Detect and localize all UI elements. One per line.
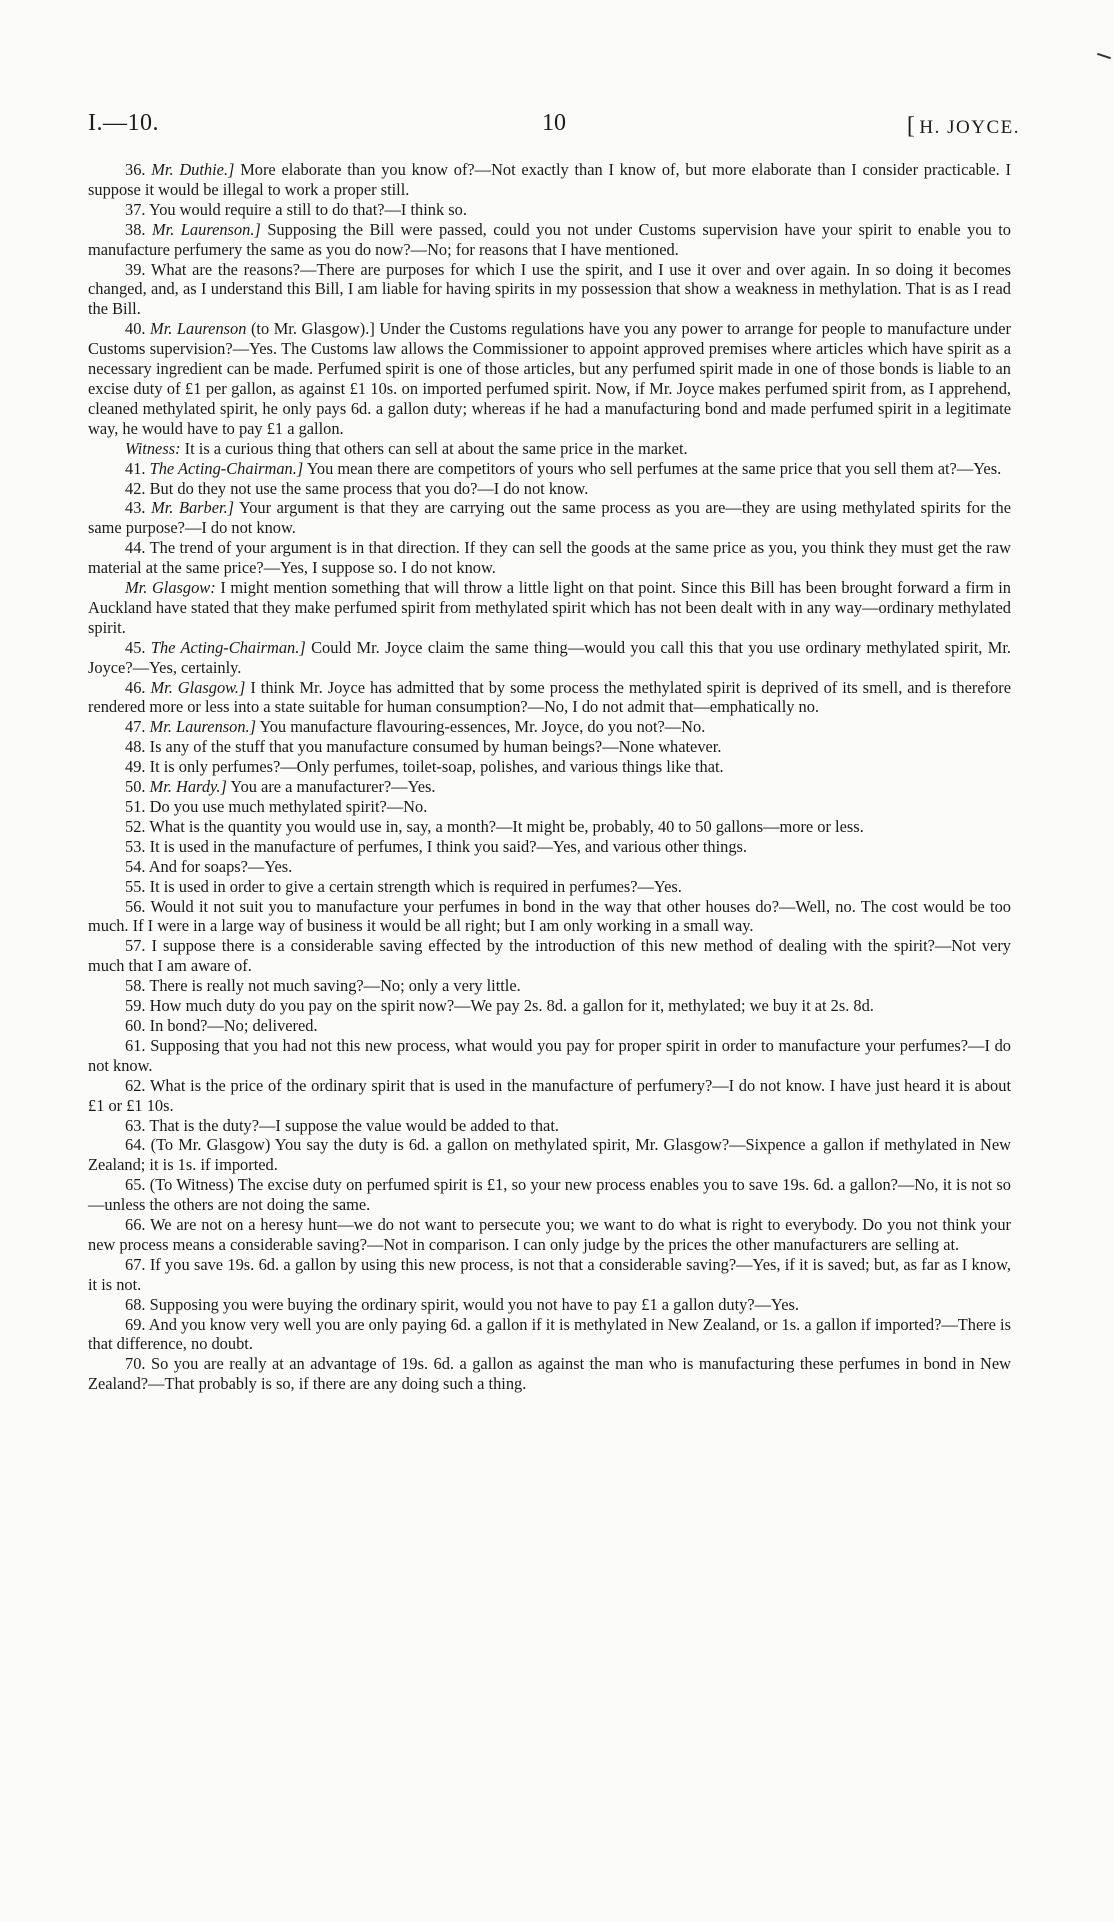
speaker-name: The Acting-Chairman.] [150,637,306,657]
question-number: 47. [125,717,146,737]
paragraph-text: (To Mr. Glasgow) You say the duty is 6d. a gallon on methylated spirit, Mr. Glasgow?—Sixpence a gallon if methylated in New Zealand; it is 1s. if imported. [88,1135,1011,1175]
testimony-paragraph [88,1016,1011,1036]
speaker-name: Witness: [125,438,181,458]
testimony-paragraph [88,319,1011,438]
paragraph-text: And you know very well you are only paying 6d. a gallon if it is methylated in New Zealand, or 1s. a gallon if imported?—There is that difference, no doubt. [88,1314,1011,1354]
speaker-name: Mr. Duthie.] [151,160,235,179]
paragraph-text: (To Witness) The excise duty on perfumed spirit is £1, so your new process enables you to save 19s. 6d. a gallon?—No, it is not so—unless the others are not doing the same. [88,1175,1011,1215]
testimony-paragraph [88,498,1011,538]
paragraph-text: It is used in the manufacture of perfumes, I think you said?—Yes, and various other things. [149,836,747,856]
testimony-paragraph [88,1215,1011,1255]
paragraph-text: What is the quantity you would use in, say, a month?—It might be, probably, 40 to 50 gallons—more or less. [149,816,864,836]
testimony-paragraph [88,877,1011,897]
testimony-paragraph [88,1036,1011,1076]
speaker-name: Mr. Hardy.] [149,777,227,797]
question-number: 38. [125,219,146,239]
testimony-paragraph [88,1315,1011,1355]
testimony-paragraph [88,1354,1011,1394]
testimony-paragraph [88,1295,1011,1315]
paragraph-text: In bond?—No; delivered. [149,1015,318,1035]
question-number: 58. [125,976,146,996]
testimony-paragraph [88,1076,1011,1116]
question-number: 36. [125,160,146,179]
testimony-paragraph [88,936,1011,976]
paragraph-text: What is the price of the ordinary spirit that is used in the manufacture of perfumery?—I do not know. I have just heard it is about £1 or £1 10s. [88,1075,1011,1115]
paragraph-text: (to Mr. Glasgow).] Under the Customs regulations have you any power to arrange for people to manufacture under Customs supervision?—Yes. The Customs law allows the Commissioner to appoint approved premises where articles which have spirit as a necessary ingredient can be made. Perfumed spirit is one of those articles, but any perfumed spirit made in one of those bonds is liable to an excise duty of £1 per gallon, as against £1 10s. on imported perfumed spirit. Now, if Mr. Joyce makes perfumed spirit from, as I apprehend, cleaned methylated spirit, he only pays 6d. a gallon duty; whereas if he had a manufacturing bond and made perfumed spirit in a legitimate way, he would have to pay £1 a gallon. [88,319,1011,438]
speaker-name: Mr. Glasgow.] [150,677,246,697]
testimony-paragraph [88,797,1011,817]
testimony-paragraph [88,260,1011,320]
question-number: 64. [125,1135,146,1155]
speaker-name: Mr. Laurenson.] [149,717,257,737]
paragraph-text: Do you use much methylated spirit?—No. [149,797,428,816]
question-number: 37. [125,199,146,219]
witness-label: [ H. JOYCE. [906,113,1020,139]
testimony-paragraph [88,1255,1011,1295]
testimony-paragraph [88,777,1011,797]
question-number: 52. [125,816,146,836]
paragraph-text: Supposing the Bill were passed, could you not under Customs supervision have your spirit to enable you to manufacture perfumery the same as you do now?—No; for reasons that I have mentioned. [88,219,1011,259]
paragraph-text: You mean there are competitors of yours who sell perfumes at the same price that you sell them at?—Yes. [306,458,1002,478]
testimony-paragraph [88,578,1011,638]
testimony-paragraph [88,837,1011,857]
paragraph-text: It is a curious thing that others can sell at about the same price in the market. [184,438,688,458]
paragraph-text: I might mention something that will throw a little light on that point. Since this Bill has been brought forward a firm in Auckland have stated that they make perfumed spirit from methylated spirit which has not been dealt with in any way—ordinary methylated spirit. [88,578,1012,637]
question-number: 49. [125,757,146,777]
testimony-paragraph [88,1175,1011,1215]
question-number: 56. [125,896,146,916]
paragraph-text: The trend of your argument is in that direction. If they can sell the goods at the same price as you, you think they must get the raw material at the same price?—Yes, I suppose so. I do not know. [88,538,1011,578]
paragraph-text: Could Mr. Joyce claim the same thing—would you call this that you use ordinary methylated spirit, Mr. Joyce?—Yes, certainly. [88,637,1011,677]
testimony-paragraph [88,857,1011,877]
question-number: 53. [125,836,146,856]
question-number: 69. [125,1314,146,1334]
paragraph-text: If you save 19s. 6d. a gallon by using this new process, is not that a considerable saving?—Yes, if it is saved; but, as far as I know, it is not. [88,1254,1011,1294]
margin-mark [1097,53,1111,59]
testimony-paragraph [88,757,1011,777]
question-number: 63. [125,1115,146,1135]
speaker-name: The Acting-Chairman.] [149,458,304,478]
question-number: 67. [125,1254,146,1274]
paragraph-text: That is the duty?—I suppose the value would be added to that. [149,1115,559,1135]
paragraph-text: You are a manufacturer?—Yes. [230,777,436,797]
speaker-name: Mr. Laurenson [150,319,247,339]
question-number: 70. [125,1354,146,1374]
question-number: 41. [125,458,146,478]
paragraph-text: So you are really at an advantage of 19s. 6d. a gallon as against the man who is manufacturing these perfumes in bond in New Zealand?—That probably is so, if there are any doing such a thing. [88,1354,1011,1394]
testimony-paragraph [88,737,1011,757]
witness-name: H. JOYCE. [919,117,1020,138]
page-header [88,110,1020,146]
testimony-paragraph [88,479,1011,499]
testimony-paragraph [88,638,1011,678]
testimony-paragraph [88,439,1011,459]
question-number: 40. [125,319,146,339]
paragraph-text: You manufacture flavouring-essences, Mr. Joyce, do you not?—No. [259,717,706,737]
question-number: 62. [125,1075,146,1095]
testimony-paragraph [88,459,1011,479]
speaker-name: Mr. Glasgow: [125,578,216,598]
testimony-paragraph [88,538,1011,578]
question-number: 68. [125,1294,146,1314]
question-number: 48. [125,737,146,757]
testimony-paragraph [88,817,1011,837]
paragraph-text: Supposing that you had not this new process, what would you pay for proper spirit in order to manufacture your perfumes?—I do not know. [88,1035,1011,1075]
paragraph-text: How much duty do you pay on the spirit now?—We pay 2s. 8d. a gallon for it, methylated; we buy it at 2s. 8d. [149,996,874,1016]
paragraph-text: I suppose there is a considerable saving effected by the introduction of this new method of dealing with the spirit?—Not very much that I am aware of. [88,936,1012,976]
testimony-paragraph [88,996,1011,1016]
paragraph-text: More elaborate than you know of?—Not exactly than I know of, but more elaborate than I consider practicable. I suppose it would be illegal to work a proper still. [88,160,1011,199]
question-number: 54. [125,856,146,876]
question-number: 39. [125,259,146,279]
question-number: 51. [125,797,146,816]
question-number: 66. [125,1215,146,1235]
paragraph-text: Supposing you were buying the ordinary spirit, would you not have to pay £1 a gallon duty?—Yes. [149,1294,799,1314]
question-number: 44. [125,538,146,558]
question-number: 65. [125,1175,146,1195]
question-number: 61. [125,1035,146,1055]
speaker-name: Mr. Laurenson.] [152,219,261,239]
paragraph-text: Is any of the stuff that you manufacture consumed by human beings?—None whatever. [149,737,722,757]
question-number: 42. [125,478,146,498]
testimony-paragraph [88,1116,1011,1136]
paragraph-text: Would it not suit you to manufacture your perfumes in bond in the way that other houses do?—Well, no. The cost would be too much. If I were in a large way of business it would be all right; but I am only working in a small way. [88,896,1011,936]
testimony-paragraph [88,976,1011,996]
paragraph-text: You would require a still to do that?—I think so. [149,199,467,219]
question-number: 59. [125,996,146,1016]
paragraph-text: I think Mr. Joyce has admitted that by some process the methylated spirit is deprived of its smell, and is therefore rendered more or less into a state suitable for human consumption?—No, I do not admit that—emphatically no. [88,677,1011,717]
paragraph-text: What are the reasons?—There are purposes for which I use the spirit, and I use it over and over again. In so doing it becomes changed, and, as I understand this Bill, I am liable for having spirits in my possession that show a weakness in methylation. That is as I read the Bill. [88,259,1011,319]
paragraph-text: And for soaps?—Yes. [148,856,293,876]
paragraph-text: It is used in order to give a certain strength which is required in perfumes?—Yes. [149,876,682,896]
question-number: 50. [125,777,146,797]
paragraph-text: Your argument is that they are carrying out the same process as you are—they are using methylated spirits for the same purpose?—I do not know. [88,498,1011,538]
paragraph-text: We are not on a heresy hunt—we do not want to persecute you; we want to do what is right to everybody. Do you not think your new process means a considerable saving?—Not in comparison. I can only judge by the prices the other manufacturers are selling at. [88,1215,1011,1254]
testimony-paragraph [88,717,1011,737]
paragraph-text: But do they not use the same process that you do?—I do not know. [149,478,589,498]
paragraph-text: It is only perfumes?—Only perfumes, toilet-soap, polishes, and various things like that. [149,757,724,777]
testimony-paragraph [88,1135,1011,1175]
testimony-paragraph [88,200,1011,220]
question-number: 46. [125,677,146,697]
testimony-paragraph [88,160,1011,200]
page-number: 10 [542,110,566,136]
question-number: 43. [125,498,146,518]
question-number: 60. [125,1015,146,1035]
testimony-paragraph [88,220,1011,260]
document-body [88,160,1011,1394]
testimony-paragraph [88,897,1011,937]
testimony-paragraph [88,678,1011,718]
question-number: 57. [125,936,146,956]
question-number: 55. [125,876,146,896]
document-reference: I.—10. [88,110,159,136]
speaker-name: Mr. Barber.] [151,498,235,518]
question-number: 45. [125,637,146,657]
paragraph-text: There is really not much saving?—No; only a very little. [149,976,521,996]
